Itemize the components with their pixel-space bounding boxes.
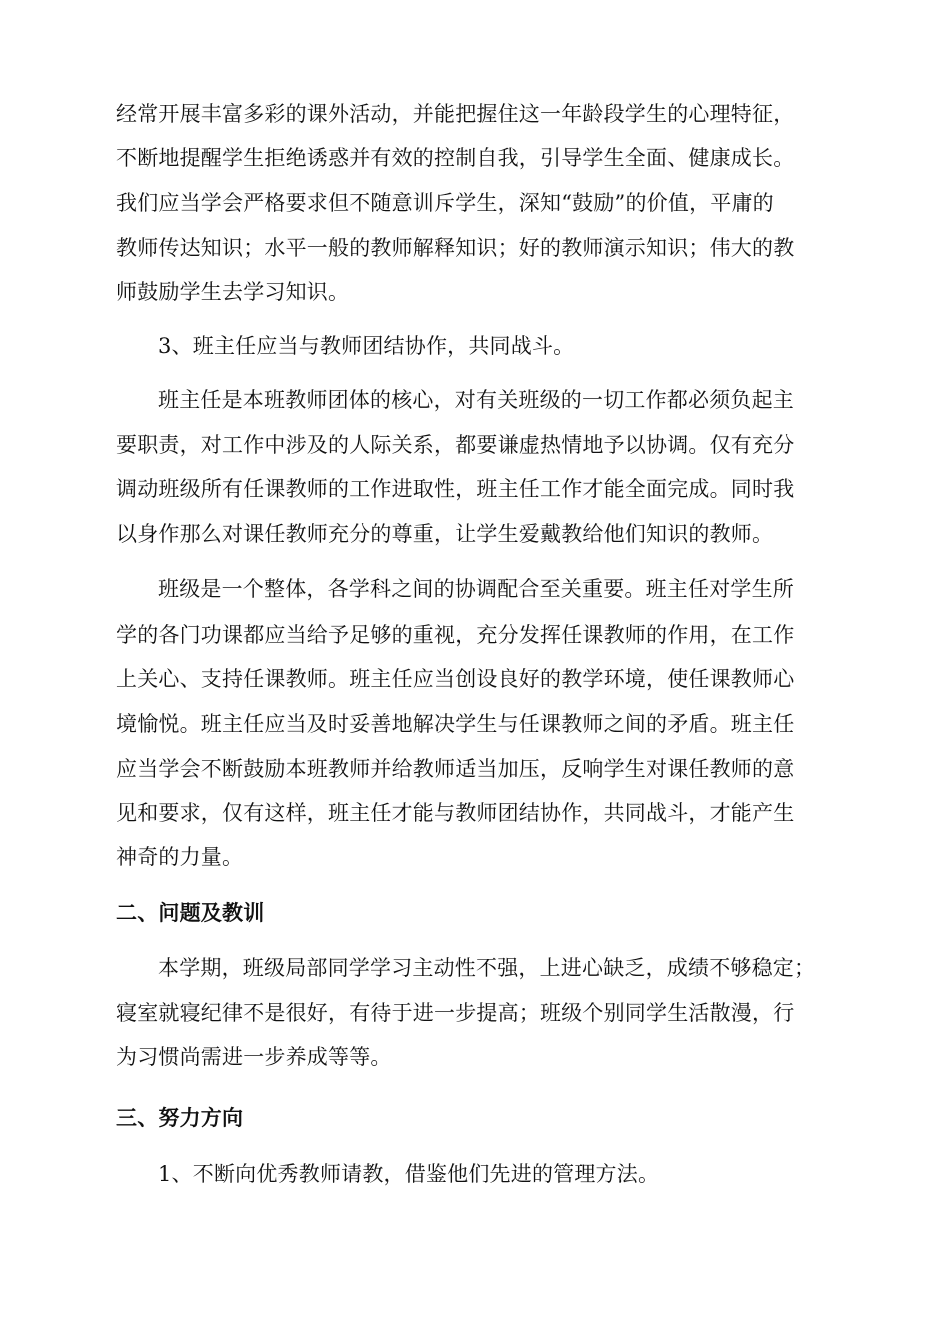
paragraph-line: 学的各门功课都应当给予足够的重视，充分发挥任课教师的作用，在工作 bbox=[116, 623, 795, 647]
paragraph-line: 本学期，班级局部同学学习主动性不强，上进心缺乏，成绩不够稳定； bbox=[158, 956, 816, 980]
paragraph-line: 班主任是本班教师团体的核心，对有关班级的一切工作都必须负起主 bbox=[158, 388, 794, 412]
paragraph-line: 上关心、支持任课教师。班主任应当创设良好的教学环境，使任课教师心 bbox=[116, 667, 795, 691]
paragraph-line: 我们应当学会严格要求但不随意训斥学生，深知“鼓励”的价值，平庸的 bbox=[116, 191, 774, 215]
paragraph-line: 寝室就寝纪律不是很好，有待于进一步提高；班级个别同学生活散漫，行 bbox=[116, 1001, 795, 1025]
paragraph-line: 应当学会不断鼓励本班教师并给教师适当加压，反响学生对课任教师的意 bbox=[116, 757, 795, 781]
section-heading-problems: 二、问题及教训 bbox=[116, 901, 265, 925]
paragraph-line: 教师传达知识；水平一般的教师解释知识；好的教师演示知识；伟大的教 bbox=[116, 236, 795, 260]
paragraph-line: 调动班级所有任课教师的工作进取性，班主任工作才能全面完成。同时我 bbox=[116, 477, 795, 501]
paragraph-line: 班级是一个整体，各学科之间的协调配合至关重要。班主任对学生所 bbox=[158, 577, 794, 601]
paragraph-line: 经常开展丰富多彩的课外活动，并能把握住这一年龄段学生的心理特征， bbox=[116, 102, 795, 126]
paragraph-line: 要职责，对工作中涉及的人际关系，都要谦虚热情地予以协调。仅有充分 bbox=[116, 433, 795, 457]
numbered-item-3: 3、班主任应当与教师团结协作，共同战斗。 bbox=[158, 334, 575, 358]
section-heading-direction: 三、努力方向 bbox=[116, 1106, 244, 1130]
paragraph-line: 不断地提醒学生拒绝诱惑并有效的控制自我，引导学生全面、健康成长。 bbox=[116, 146, 795, 170]
paragraph-line: 见和要求，仅有这样，班主任才能与教师团结协作，共同战斗，才能产生 bbox=[116, 801, 795, 825]
paragraph-line: 为习惯尚需进一步养成等等。 bbox=[116, 1045, 392, 1069]
paragraph-line: 师鼓励学生去学习知识。 bbox=[116, 280, 350, 304]
paragraph-line: 境愉悦。班主任应当及时妥善地解决学生与任课教师之间的矛盾。班主任 bbox=[116, 712, 795, 736]
paragraph-line: 神奇的力量。 bbox=[116, 845, 244, 869]
paragraph-line: 以身作那么对课任教师充分的尊重，让学生爱戴教给他们知识的教师。 bbox=[116, 522, 774, 546]
numbered-item-1: 1、不断向优秀教师请教，借鉴他们先进的管理方法。 bbox=[158, 1162, 660, 1186]
